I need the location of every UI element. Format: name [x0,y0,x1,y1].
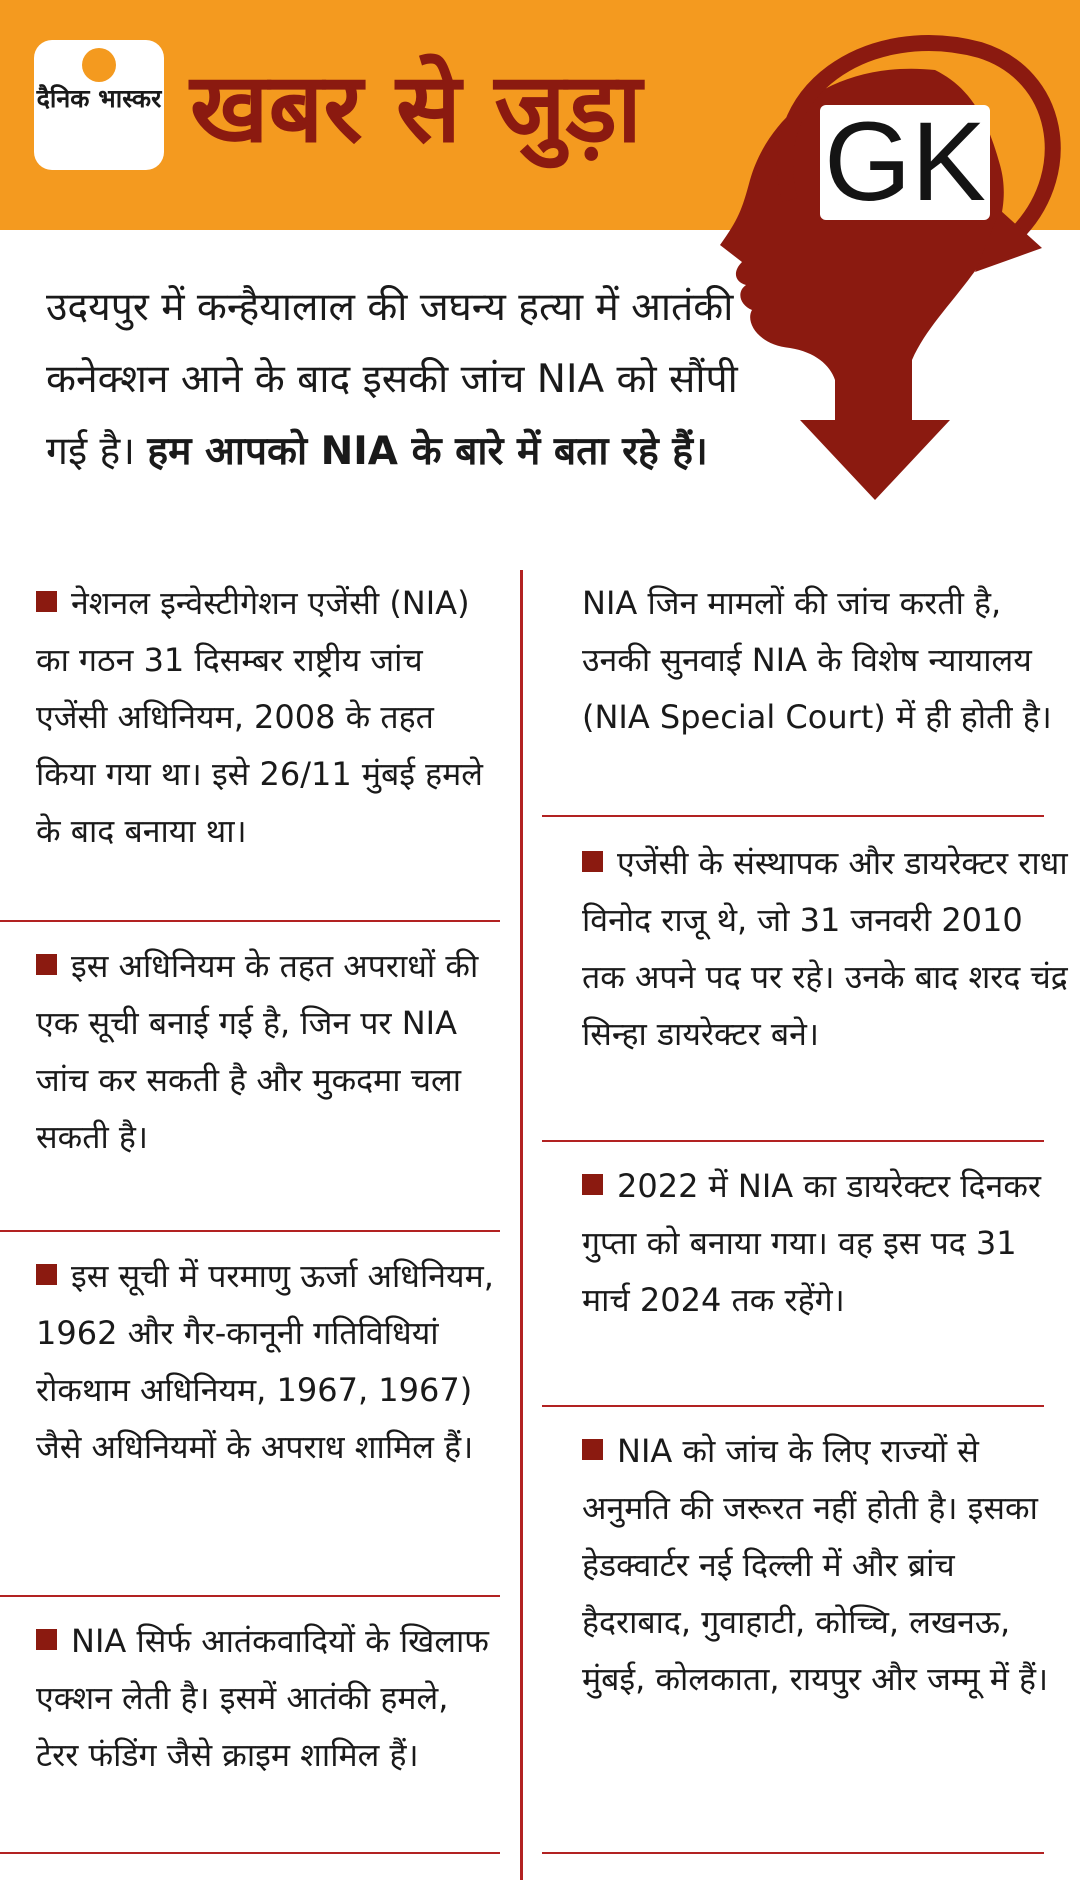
fact-item [36,1248,496,1476]
column-divider [520,570,523,1880]
fact-item [582,1158,1072,1329]
page-title: खबर से जुड़ा [190,52,642,164]
intro-paragraph [46,272,746,488]
fact-text: 2022 में NIA का डायरेक्टर दिनकर गुप्ता को बनाया गया। वह इस पद 31 मार्च 2024 तक रहेंगे। [582,1167,1041,1319]
divider [542,1852,1044,1854]
intro-bold-text: हम आपको NIA के बारे में बता रहे हैं। [147,429,708,474]
bullet-icon [36,591,57,612]
fact-item [582,1423,1072,1708]
divider [0,1595,500,1597]
fact-text: एजेंसी के संस्थापक और डायरेक्टर राधा विनोद राजू थे, जो 31 जनवरी 2010 तक अपने पद पर रहे। उनके बाद शरद चंद्र सिन्हा डायरेक्टर बने। [582,844,1068,1053]
fact-item [582,575,1072,746]
logo-text: दैनिक भास्कर [36,84,162,113]
fact-item [582,835,1072,1063]
bullet-icon [582,1174,603,1195]
intro-text: उदयपुर में कन्हैयालाल की जघन्य हत्या में आतंकी कनेक्शन आने के बाद इसकी जांच NIA को सौंपी गई है। [46,285,738,474]
divider [0,920,500,922]
divider [542,1405,1044,1407]
fact-item [36,575,496,860]
fact-text: NIA सिर्फ आतंकवादियों के खिलाफ एक्शन लेती है। इसमें आतंकी हमले, टेरर फंडिंग जैसे क्राइम शामिल हैं। [36,1622,489,1774]
fact-text: इस सूची में परमाणु ऊर्जा अधिनियम, 1962 और गैर-कानूनी गतिविधियां रोकथाम अधिनियम, 1967, 1967) जैसे अधिनियमों के अपराध शामिल हैं। [36,1257,494,1466]
bullet-icon [582,1439,603,1460]
divider [542,1140,1044,1142]
gk-label: GK [824,99,986,224]
fact-text: इस अधिनियम के तहत अपराधों की एक सूची बनाई गई है, जिन पर NIA जांच कर सकती है और मुकदमा चला सकती है। [36,947,479,1156]
fact-item [36,1613,496,1784]
fact-text: नेशनल इन्वेस्टीगेशन एजेंसी (NIA) का गठन 31 दिसम्बर राष्ट्रीय जांच एजेंसी अधिनियम, 2008 के तहत किया गया था। इसे 26/11 मुंबई हमले के बाद बनाया था। [36,584,483,850]
bullet-icon [36,1629,57,1650]
fact-text: NIA जिन मामलों की जांच करती है, उनकी सुनवाई NIA के विशेष न्यायालय (NIA Special Court) में ही होती है। [582,584,1052,736]
fact-text: NIA को जांच के लिए राज्यों से अनुमति की जरूरत नहीं होती है। इसका हेडक्वार्टर नई दिल्ली में और ब्रांच हैदराबाद, गुवाहाटी, कोच्चि, लखनऊ, मुंबई, कोलकाता, रायपुर और जम्मू में हैं। [582,1432,1049,1698]
fact-item [36,938,496,1166]
divider [0,1852,500,1854]
bullet-icon [36,954,57,975]
bullet-icon [36,1264,57,1285]
bullet-icon [582,851,603,872]
divider [0,1230,500,1232]
divider [542,815,1044,817]
